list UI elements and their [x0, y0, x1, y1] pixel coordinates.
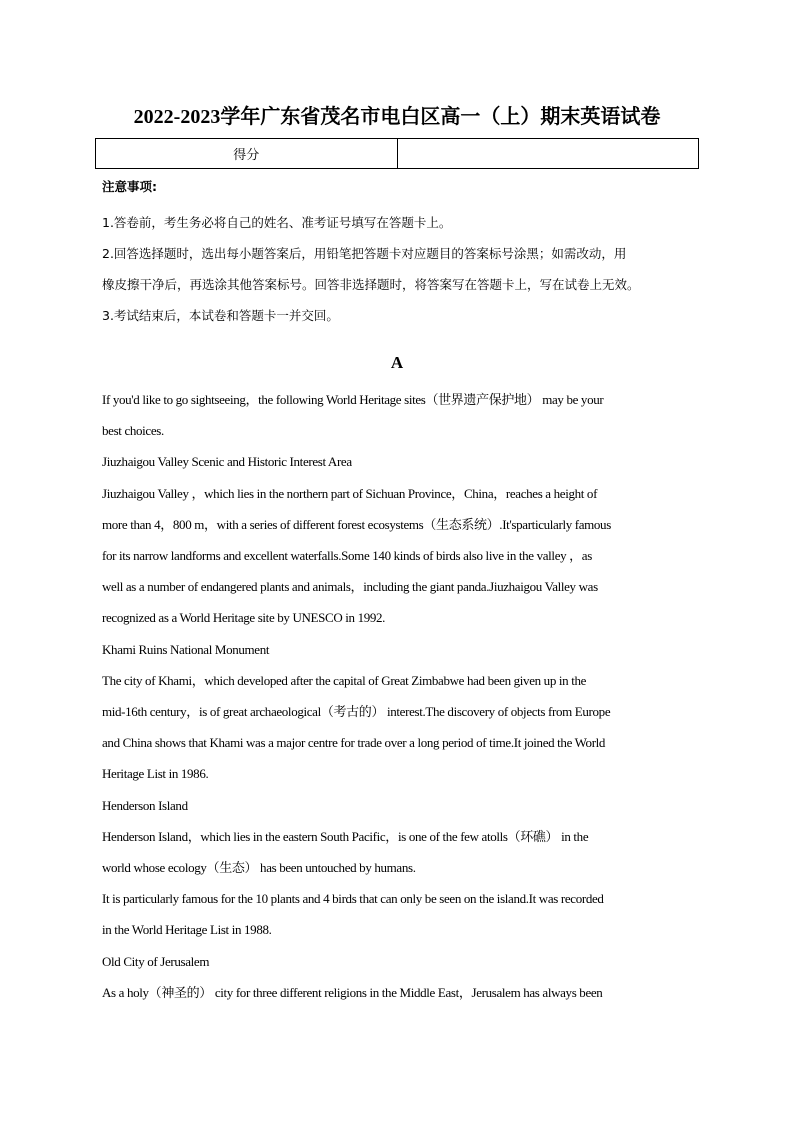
- score-label: 得分: [96, 139, 398, 169]
- note-line: 2.回答选择题时，选出每小题答案后，用铅笔把答题卡对应题目的答案标号涂黑；如需改动，用: [102, 246, 627, 261]
- passage-line: recognized as a World Heritage site by UNESCO in 1992.: [102, 610, 386, 626]
- passage-line: If you'd like to go sightseeing，the following World Heritage sites（世界遗产保护地） may be your: [102, 392, 604, 407]
- passage-line: and China shows that Khami was a major centre for trade over a long period of time.It joined the World: [102, 735, 606, 751]
- passage-line: Henderson Island，which lies in the eastern South Pacific，is one of the few atolls（环礁） in the: [102, 828, 589, 844]
- passage-line: world whose ecology（生态） has been untouched by humans.: [102, 860, 416, 876]
- page-title: 2022-2023学年广东省茂名市电白区高一（上）期末英语试卷: [133, 106, 661, 128]
- passage-subheading: Khami Ruins National Monument: [102, 641, 270, 657]
- passage-line: best choices.: [102, 423, 164, 439]
- passage-line: in the World Heritage List in 1988.: [102, 922, 272, 938]
- passage-subheading: Henderson Island: [102, 797, 188, 813]
- passage-subheading: Old City of Jerusalem: [102, 953, 210, 969]
- note-line: 橡皮擦干净后，再选涂其他答案标号。回答非选择题时，将答案写在答题卡上，写在试卷上无效。: [102, 277, 640, 292]
- notes-section: [102, 178, 712, 331]
- section-heading: A: [390, 353, 404, 372]
- notes-heading: 注意事项:: [102, 179, 157, 194]
- note-line: 1.答卷前，考生务必将自己的姓名、准考证号填写在答题卡上。: [102, 215, 452, 230]
- passage-line: mid-16th century，is of great archaeological（考古的） interest.The discovery of objects from Europe: [102, 704, 611, 720]
- score-value: [397, 139, 699, 169]
- passage-subheading: Jiuzhaigou Valley Scenic and Historic Interest Area: [102, 454, 352, 470]
- passage-line: It is particularly famous for the 10 plants and 4 birds that can only be seen on the island.It was recorded: [102, 891, 604, 907]
- passage-line: well as a number of endangered plants and animals，including the giant panda.Jiuzhaigou Valley was: [102, 579, 598, 595]
- score-table: [95, 138, 699, 169]
- note-line: 3.考试结束后，本试卷和答题卡一并交回。: [102, 308, 339, 323]
- passage-line: for its narrow landforms and excellent waterfalls.Some 140 kinds of birds also live in the valley ，as: [102, 548, 592, 564]
- passage-line: Heritage List in 1986.: [102, 766, 209, 782]
- reading-passage: [102, 384, 702, 1008]
- passage-line: As a holy（神圣的） city for three different religions in the Middle East，Jerusalem has always been: [102, 984, 603, 1000]
- score-row: [96, 139, 699, 169]
- passage-line: Jiuzhaigou Valley ，which lies in the northern part of Sichuan Province，China，reaches a height of: [102, 485, 598, 501]
- passage-line: The city of Khami，which developed after the capital of Great Zimbabwe had been given up in the: [102, 672, 587, 688]
- passage-line: more than 4，800 m，with a series of different forest ecosystems（生态系统）.It'sparticularly famous: [102, 516, 611, 532]
